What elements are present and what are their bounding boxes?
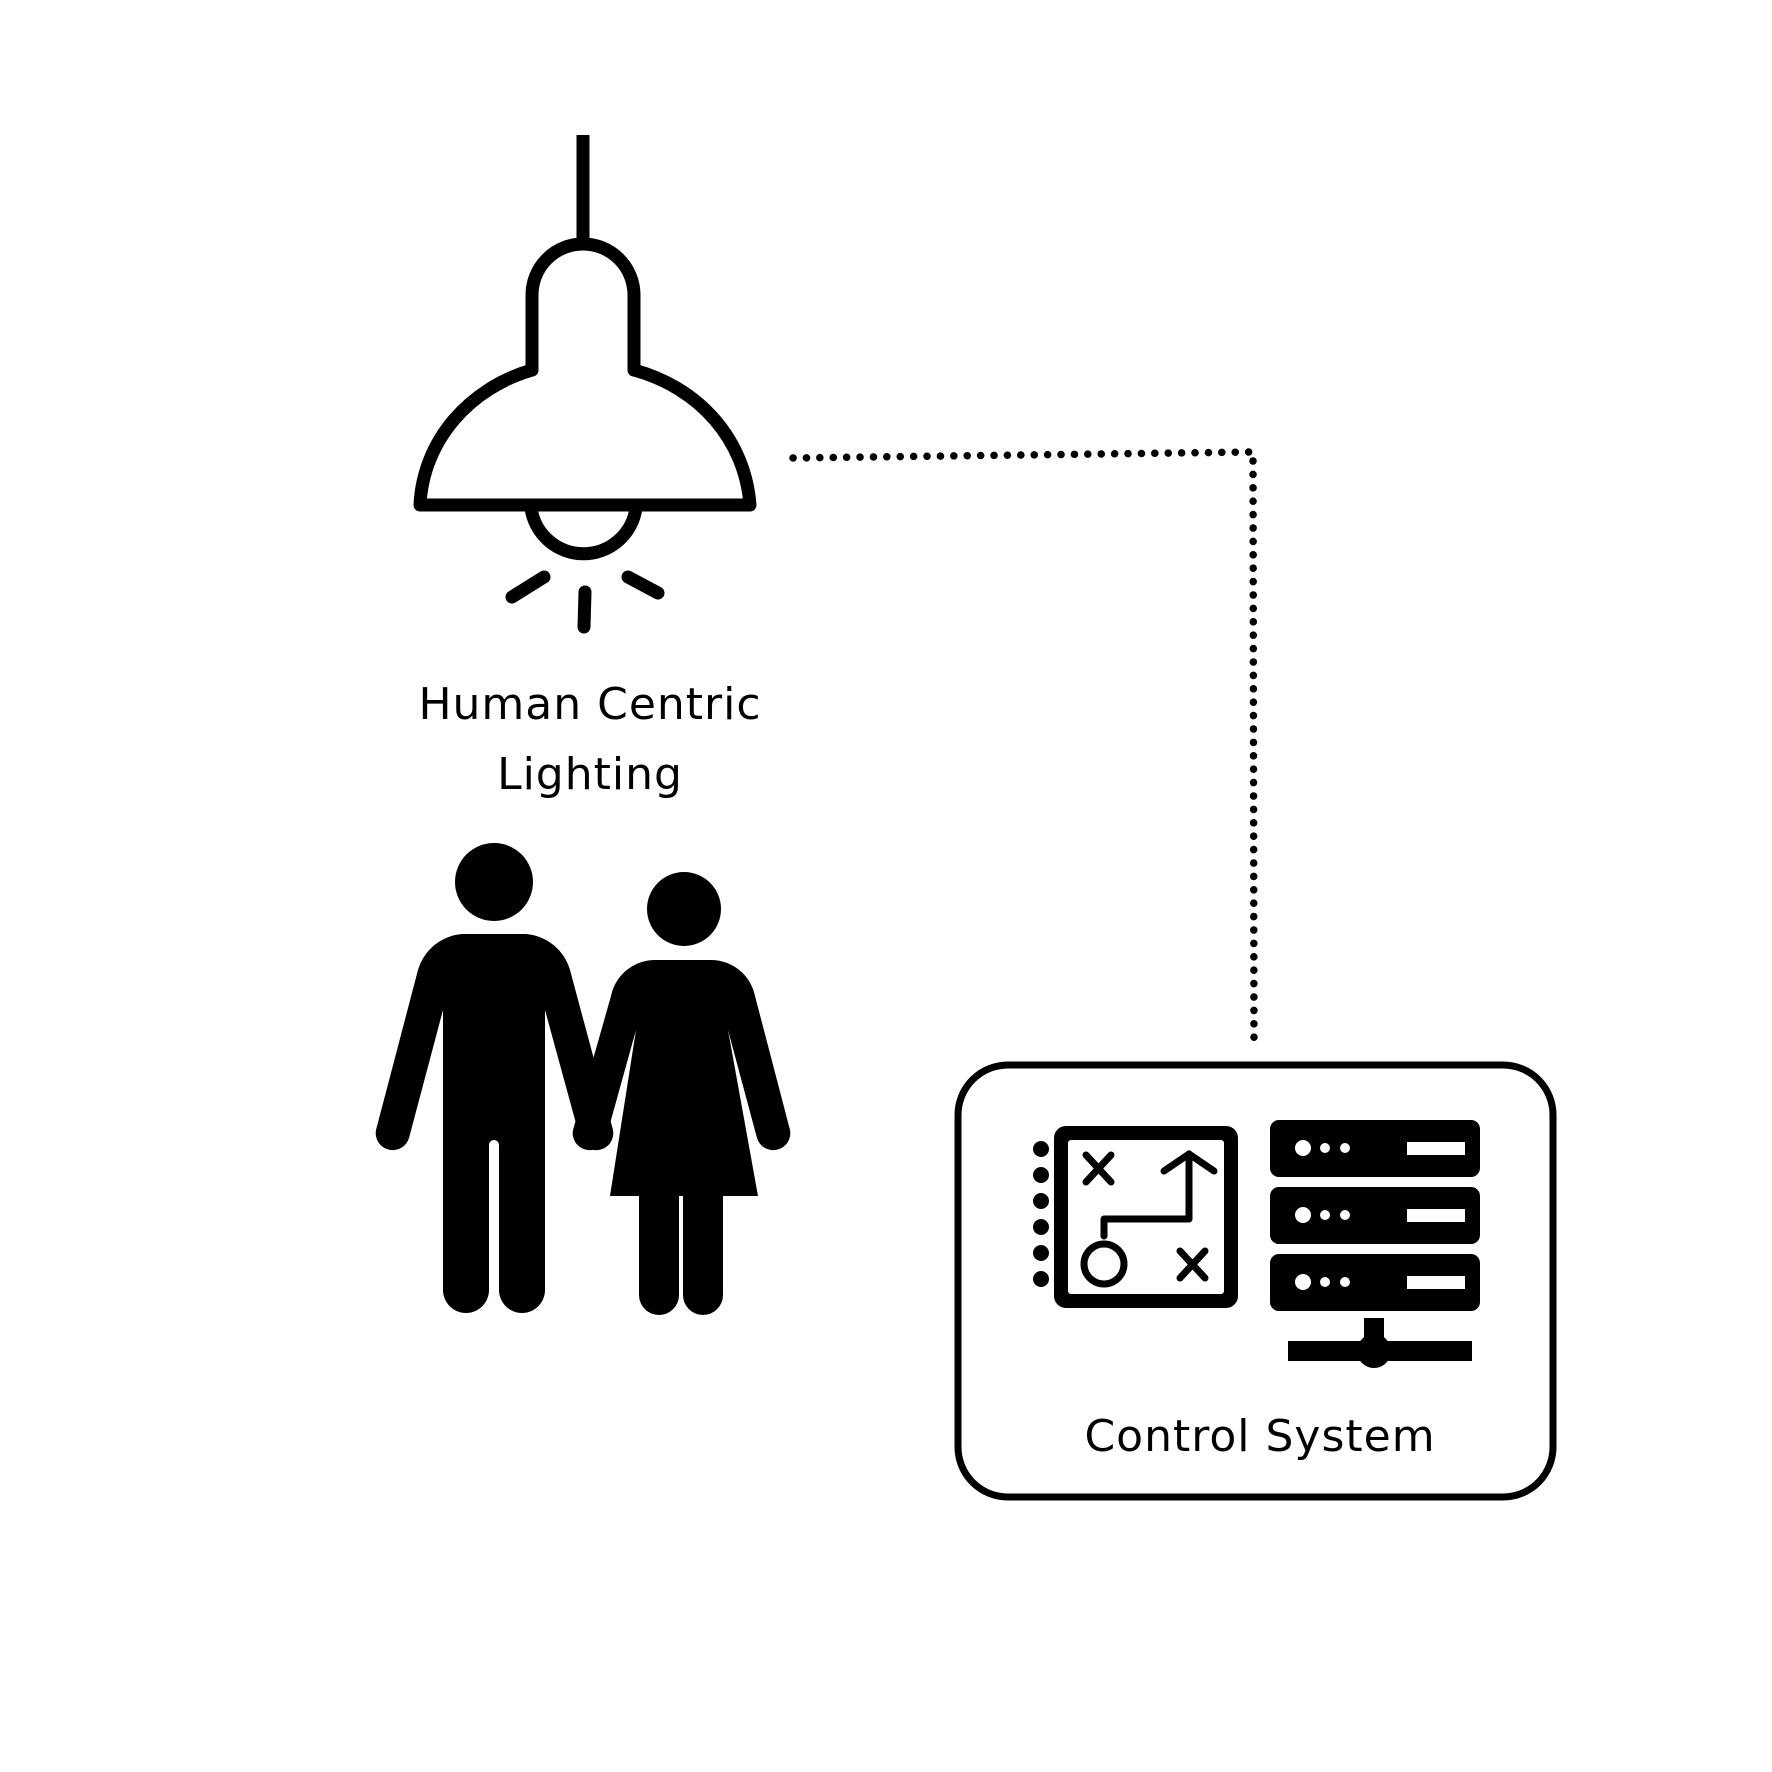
control-system-label: Control System: [1084, 1411, 1436, 1462]
strategy-board-icon: [1033, 1126, 1238, 1308]
pendant-lamp-icon: [420, 135, 750, 627]
lighting-label-line2: Lighting: [497, 749, 683, 800]
woman-figure: [573, 872, 791, 1315]
dotted-connector: [793, 452, 1254, 1045]
couple-icon: [376, 843, 791, 1315]
man-figure: [376, 843, 614, 1313]
lighting-label-line1: Human Centric: [418, 679, 762, 730]
